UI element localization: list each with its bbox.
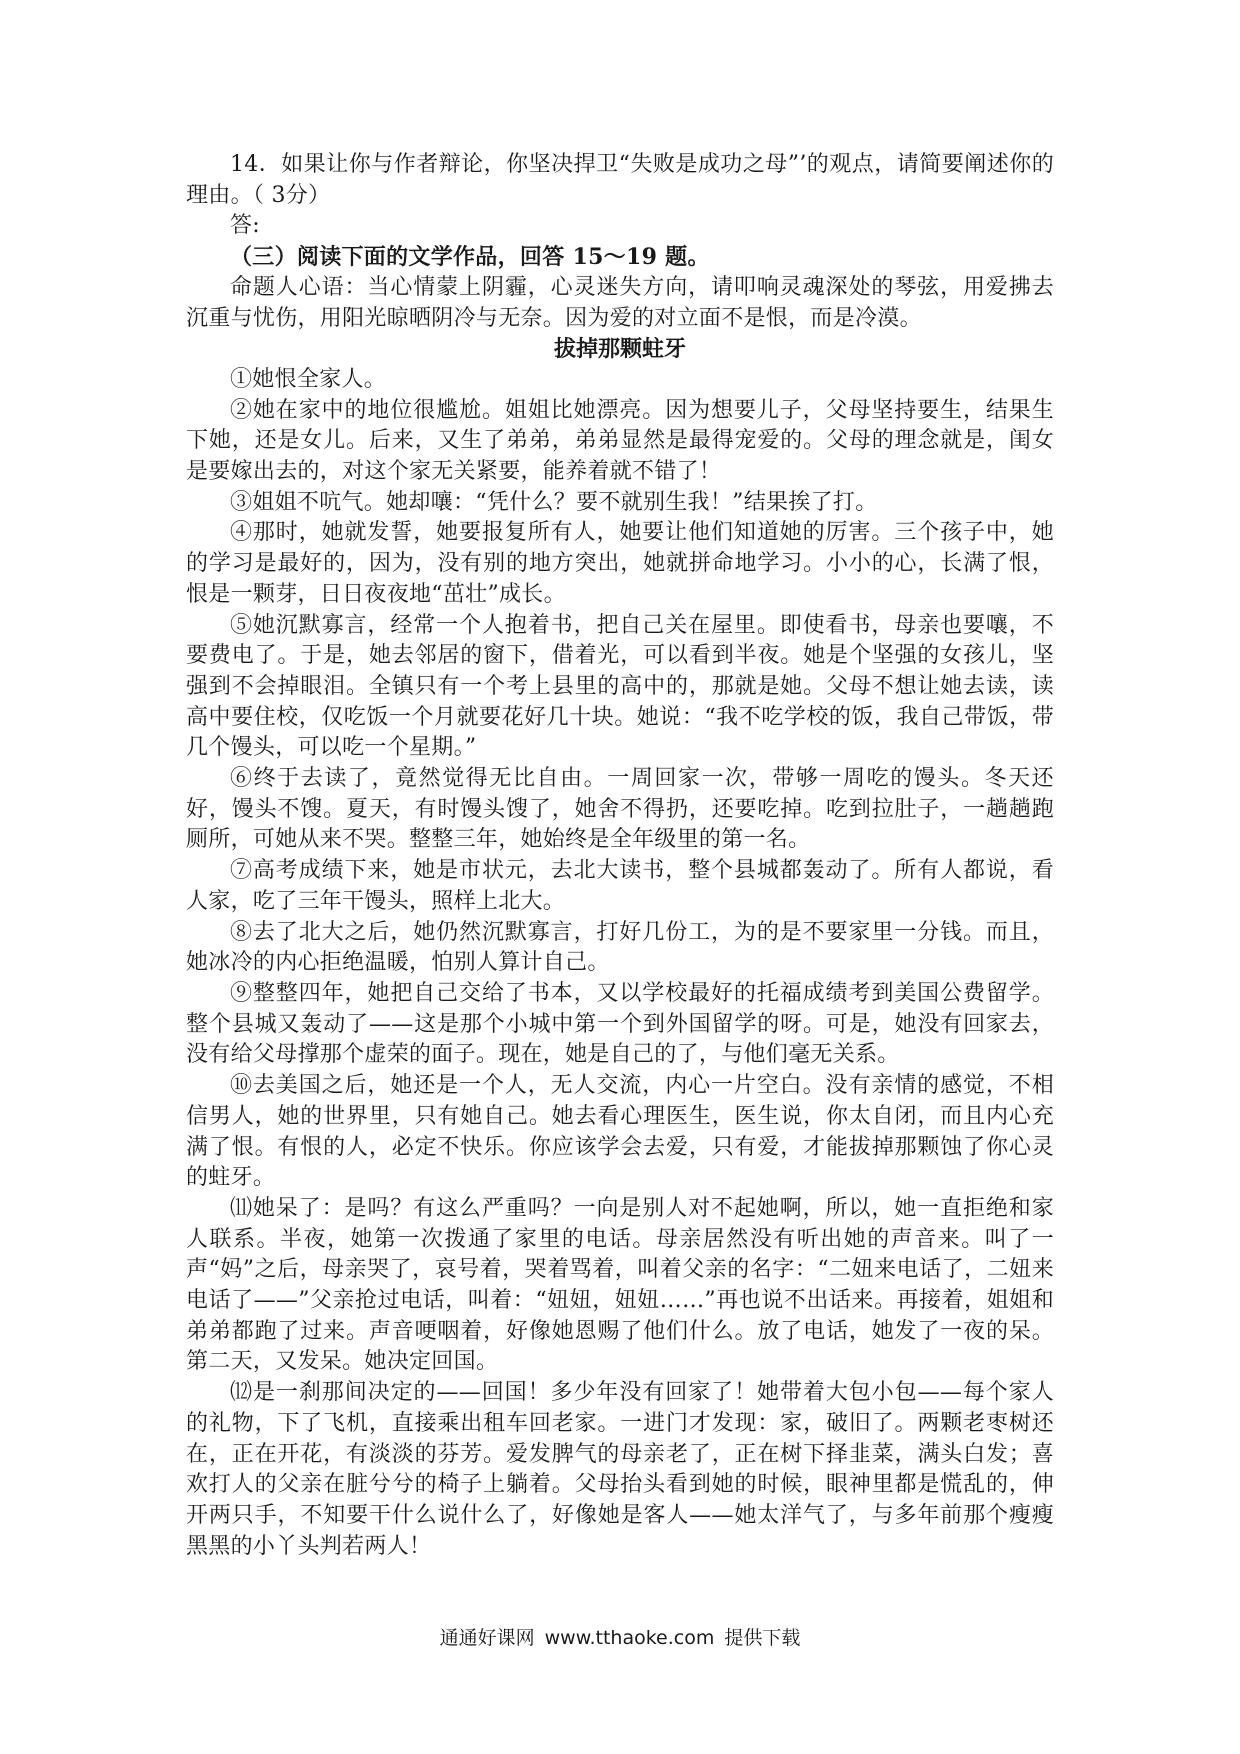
question-14: 14．如果让你与作者辩论，你坚决捍卫“失败是成功之母”’的观点，请简要阐述你的理由。（ 3分） bbox=[186, 152, 1054, 208]
footer-note: 提供下载 bbox=[724, 1627, 801, 1649]
paragraph-12: ⑿是一刹那间决定的——回国！多少年没有回家了！她带着大包小包——每个家人的礼物，下了飞机，直接乘出租车回老家。一进门才发现：家，破旧了。两颗老枣树还在，正在开花，有淡淡的芬芳。爱发脾气的母亲老了，正在树下择韭菜，满头白发；喜欢打人的父亲在脏兮兮的椅子上躺着。父母抬头看到她的时候，眼神里都是慌乱的，伸开两只手，不知要干什么说什么了，好像她是客人——她太洋气了，与多年前那个瘦瘦黑黑的小丫头判若两人！ bbox=[186, 1380, 1054, 1559]
section-heading: （三）阅读下面的文学作品，回答 15～19 题。 bbox=[230, 244, 710, 271]
answer-label: 答: bbox=[230, 213, 261, 239]
paragraph-2: ②她在家中的地位很尴尬。姐姐比她漂亮。因为想要儿子，父母坚持要生，结果生下她，还是女儿。后来，又生了弟弟，弟弟显然是最得宠爱的。父母的理念就是，闺女是要嫁出去的，对这个家无关紧要，能养着就不错了！ bbox=[186, 397, 1054, 485]
document-page bbox=[186, 150, 1054, 1562]
footer-site-name: 通通好课网 bbox=[439, 1627, 535, 1649]
paragraph-4: ④那时，她就发誓，她要报复所有人，她要让他们知道她的厉害。三个孩子中，她的学习是最好的，因为，没有别的地方突出，她就拼命地学习。小小的心，长满了恨，恨是一颗芽，日日夜夜地“茁壮”成长。 bbox=[186, 520, 1054, 607]
paragraph-6: ⑥终于去读了，竟然觉得无比自由。一周回家一次，带够一周吃的馒头。冬天还好，馒头不馊。夏天，有时馒头馊了，她舍不得扔，还要吃掉。吃到拉肚子，一趟趟跑厕所，可她从来不哭。整整三年，她始终是全年级里的第一名。 bbox=[186, 766, 1054, 853]
article-title: 拔掉那颗蛀牙 bbox=[553, 336, 686, 363]
paragraph-11: ⑾她呆了：是吗？有这么严重吗？一向是别人对不起她啊，所以，她一直拒绝和家人联系。半夜，她第一次拨通了家里的电话。母亲居然没有听出她的声音来。叫了一声“妈”之后，母亲哭了，哀号着，哭着骂着，叫着父亲的名字：“二妞来电话了，二妞来电话了——”父亲抢过电话，叫着：“妞妞，妞妞……”再也说不出话来。再接着，姐姐和弟弟都跑了过来。声音哽咽着，好像她恩赐了他们什么。放了电话，她发了一夜的呆。第二天，又发呆。她决定回国。 bbox=[186, 1195, 1054, 1375]
paragraph-3: ③姐姐不吭气。她却嚷：“凭什么？要不就别生我！”结果挨了打。 bbox=[230, 489, 878, 515]
paragraph-8: ⑧去了北大之后，她仍然沉默寡言，打好几份工，为的是不要家里一分钱。而且，她冰冷的内心拒绝温暖，怕别人算计自己。 bbox=[186, 919, 1054, 976]
paragraph-5: ⑤她沉默寡言，经常一个人抱着书，把自己关在屋里。即使看书，母亲也要嚷，不要费电了。于是，她去邻居的窗下，借着光，可以看到半夜。她是个坚强的女孩儿，坚强到不会掉眼泪。全镇只有一个考上县里的高中的，那就是她。父母不想让她去读，读高中要住校，仅吃饭一个月就要花好几十块。她说：“我不吃学校的饭，我自己带饭，带几个馒头，可以吃一个星期。” bbox=[186, 612, 1054, 761]
paragraph-7: ⑦高考成绩下来，她是市状元，去北大读书，整个县城都轰动了。所有人都说，看人家，吃了三年干馒头，照样上北大。 bbox=[186, 858, 1054, 914]
page-footer bbox=[0, 1623, 1240, 1650]
paragraph-9: ⑨整整四年，她把自己交给了书本，又以学校最好的托福成绩考到美国公费留学。整个县城又轰动了——这是那个小城中第一个到外国留学的呀。可是，她没有回家去，没有给父母撑那个虚荣的面子。现在，她是自己的了，与他们毫无关系。 bbox=[186, 980, 1054, 1068]
paragraph-1: ①她恨全家人。 bbox=[230, 366, 387, 392]
footer-url[interactable]: www.tthaoke.com bbox=[544, 1627, 715, 1649]
author-note: 命题人心语：当心情蒙上阴霾，心灵迷失方向，请叩响灵魂深处的琴弦，用爱拂去沉重与忧伤，用阳光晾晒阴冷与无奈。因为爱的对立面不是恨，而是冷漠。 bbox=[186, 274, 1054, 331]
paragraph-10: ⑩去美国之后，她还是一个人，无人交流，内心一片空白。没有亲情的感觉，不相信男人，她的世界里，只有她自己。她去看心理医生，医生说，你太自闭，而且内心充满了恨。有恨的人，必定不快乐。你应该学会去爱，只有爱，才能拔掉那颗蚀了你心灵的蛀牙。 bbox=[186, 1073, 1054, 1191]
